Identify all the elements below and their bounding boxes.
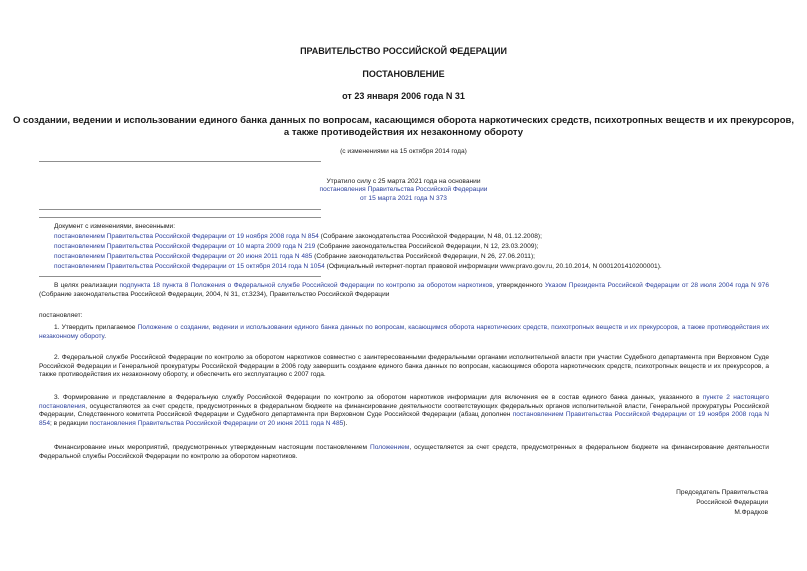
signer-name: М.Фрадков (734, 509, 768, 516)
paragraph-4 (39, 444, 769, 461)
paragraph-2: 2. Федеральной службе Российской Федерации по контролю за оборотом наркотиков совместно с заинтересованными федеральными органами исполнительной власти при участии Судебного департамента при Верховном Суде Российской Федерации и Генеральной прокуратуры Российской Федерации в 2006 году завершить создание единого банка данных по вопросам, касающимся оборота наркотических средств, психотропных веществ и их прекурсоров, а также противодействия их незаконному обороту, и обеспечить его эксплуатацию с 2007 года. (39, 354, 769, 379)
divider (39, 217, 321, 218)
divider (39, 209, 321, 210)
amendments-note: (с изменениями на 15 октября 2014 года) (340, 148, 467, 155)
preamble-link-regulation[interactable]: подпункта 18 пункта 8 Положения о Федеральной службе Российской Федерации по контролю за оборотом наркотиков (119, 282, 493, 289)
preamble-text: , утвержденного (492, 282, 545, 289)
preamble-text: В целях реализации (54, 282, 120, 289)
amendment-link-2008[interactable]: постановлением Правительства Российской Федерации от 19 ноября 2008 года N 854 (39, 411, 769, 427)
change-link[interactable]: постановлением Правительства Российской Федерации от 19 ноября 2008 года N 854 (54, 232, 319, 240)
change-link[interactable]: постановлением Правительства Российской Федерации от 10 марта 2009 года N 219 (54, 242, 316, 250)
list-item (54, 263, 774, 271)
decrees-label: постановляет: (39, 312, 83, 319)
paragraph-text: , осуществляются за счет средств, предусмотренных в федеральном бюджете на финансирование деятельности соответствующих федеральных органов исполнительной власти, Генеральной прокуратуры Российской Федерации, Следственного комитета Российской Федерации и Судебного департамента при Верховном Суде Российской Федерации (абзац дополнен (39, 402, 769, 419)
list-item (54, 243, 774, 251)
change-source: (Официальный интернет-портал правовой информации www.pravo.gov.ru, 20.10.2014, N 0001201410200001). (324, 262, 662, 270)
change-source: (Собрание законодательства Российской Федерации, N 12, 23.03.2009); (315, 242, 539, 250)
preamble-text: (Собрание законодательства Российской Федерации, 2004, N 31, ст.3234), Правительство Российской Федерации (39, 290, 390, 298)
paragraph-text: 1. Утвердить прилагаемое (54, 324, 138, 331)
paragraph-text: , осуществляется за счет средств, предусмотренных в федеральном бюджете на финансирование деятельности Федеральной службы Российской Федерации по контролю за оборотом наркотиков. (39, 444, 769, 460)
paragraph-text: . (104, 332, 107, 340)
document-title (0, 115, 807, 139)
regulation-link[interactable]: Положением (369, 444, 410, 451)
document-type: ПОСТАНОВЛЕНИЕ (362, 69, 445, 79)
expiry-text: Утратило силу с 25 марта 2021 года на основании (326, 178, 481, 185)
expiry-block (0, 178, 807, 203)
list-item (54, 253, 774, 261)
regulation-link[interactable]: Положение о создании, ведении и использовании единого банка данных по вопросам, касающимся оборота наркотических средств, психотропных веществ и их прекурсоров, а также противодействия их незаконному обороту (39, 324, 769, 340)
change-source: (Собрание законодательства Российской Федерации, N 26, 27.06.2011); (312, 252, 536, 260)
change-link[interactable]: постановлением Правительства Российской Федерации от 15 октября 2014 года N 1054 (54, 262, 325, 270)
clause-2-link[interactable]: пункте 2 настоящего постановления (39, 394, 769, 410)
divider (39, 276, 321, 277)
document-title-line1: О создании, ведении и использовании единого банка данных по вопросам, касающимся оборота наркотических средств, психотропных веществ и их прекурсоров, (12, 115, 795, 126)
document-date-number: от 23 января 2006 года N 31 (342, 91, 465, 101)
changes-heading: Документ с изменениями, внесенными: (54, 223, 176, 230)
expiry-link-date[interactable]: от 15 марта 2021 года N 373 (360, 194, 447, 202)
amendment-link-2011[interactable]: постановления Правительства Российской Федерации от 20 июня 2011 года N 485 (89, 419, 344, 427)
paragraph-text: Финансирование иных мероприятий, предусмотренных утвержденным настоящим постановлением (54, 444, 370, 451)
signer-organization: Российской Федерации (696, 499, 768, 506)
divider (39, 161, 321, 162)
paragraph-text: ; в редакции (50, 419, 90, 427)
preamble (39, 282, 769, 299)
preamble-link-decree[interactable]: Указом Президента Российской Федерации от 28 июля 2004 года N 976 (544, 282, 770, 289)
expiry-link-decree[interactable]: постановления Правительства Российской Федерации (319, 186, 488, 194)
list-item (54, 233, 774, 241)
paragraph-1 (39, 324, 769, 341)
document-title-line2: а также противодействия их незаконному обороту (283, 127, 524, 138)
paragraph-text: ). (343, 419, 348, 427)
change-source: (Собрание законодательства Российской Федерации, N 48, 01.12.2008); (318, 232, 542, 240)
paragraph-3 (39, 394, 769, 428)
paragraph-text: 3. Формирование и представление в Федеральную службу Российской Федерации по контролю за оборотом наркотиков информации для включения ее в состав единого банка данных, указанного в (54, 394, 703, 401)
government-name: ПРАВИТЕЛЬСТВО РОССИЙСКОЙ ФЕДЕРАЦИИ (300, 46, 507, 56)
changes-list (54, 223, 774, 271)
signer-position: Председатель Правительства (676, 489, 768, 496)
change-link[interactable]: постановлением Правительства Российской Федерации от 20 июня 2011 года N 485 (54, 252, 313, 260)
signature-block (676, 488, 768, 518)
